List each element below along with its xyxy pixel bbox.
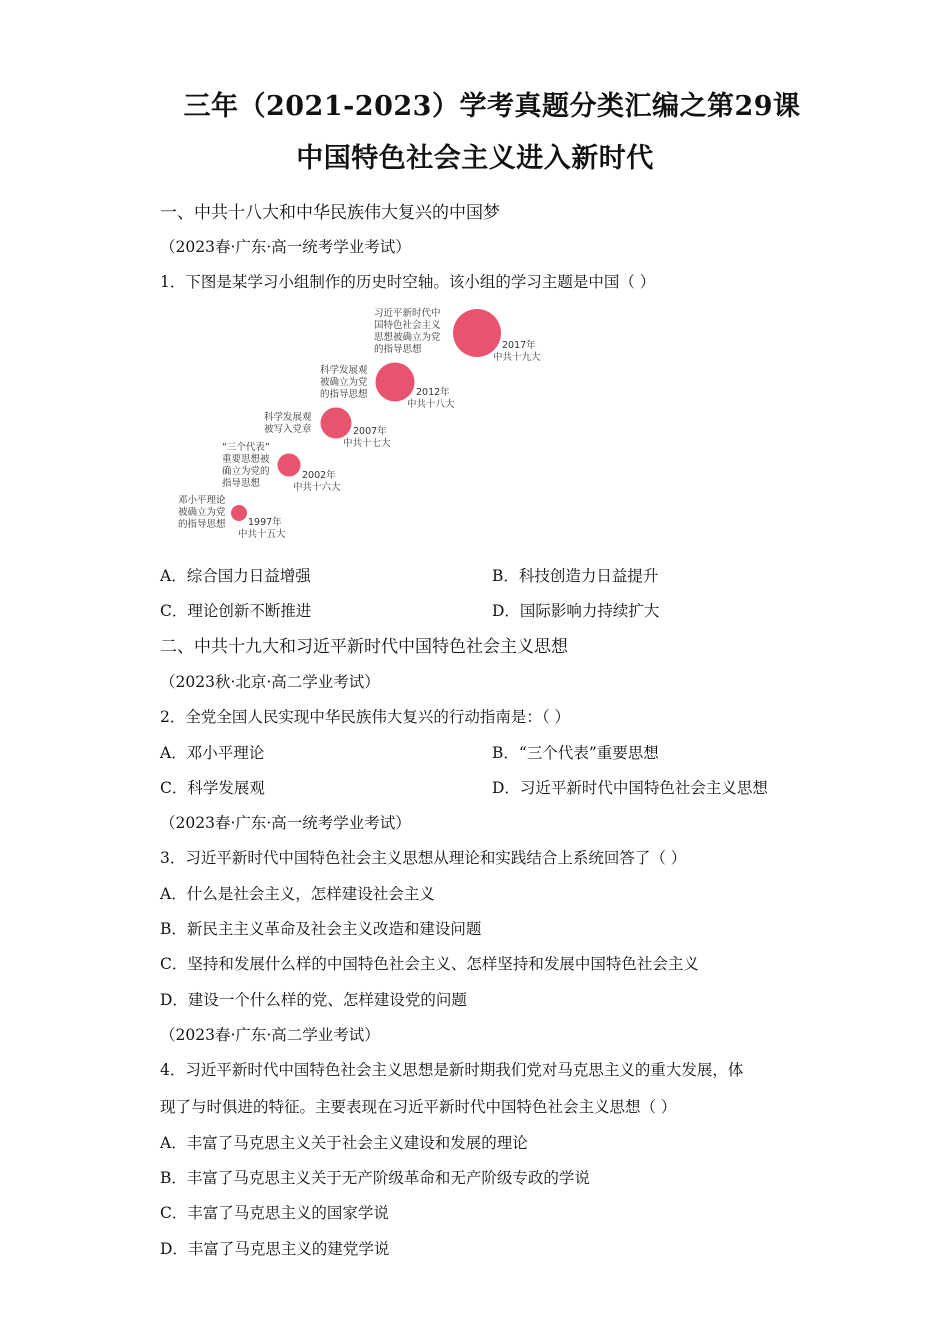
timeline-circle-2007 xyxy=(321,408,352,439)
timeline-desc-line: 被确立为党 xyxy=(178,507,226,518)
question-2-option-c[interactable]: C．科学发展观 xyxy=(160,779,265,797)
timeline-congress: 中共十五大 xyxy=(238,529,286,540)
timeline-event-2007 xyxy=(264,408,391,450)
timeline-desc-line: 邓小平理论 xyxy=(178,495,226,506)
question-4-source: （2023春·广东·高二学业考试） xyxy=(160,1026,380,1044)
question-1-option-b[interactable]: B．科技创造力日益提升 xyxy=(492,567,659,585)
timeline-desc-line: 的指导思想 xyxy=(374,344,422,355)
section-heading-2: 二、中共十九大和习近平新时代中国特色社会主义思想 xyxy=(160,637,568,657)
question-1-option-a[interactable]: A．综合国力日益增强 xyxy=(160,567,311,585)
timeline-congress: 中共十六大 xyxy=(293,482,341,493)
timeline-desc-line: 确立为党的 xyxy=(222,466,270,477)
document-title-line2: 中国特色社会主义进入新时代 xyxy=(296,143,654,174)
question-3-option-c[interactable]: C．坚持和发展什么样的中国特色社会主义、怎样坚持和发展中国特色社会主义 xyxy=(160,955,699,973)
timeline-circle-1997 xyxy=(231,505,247,521)
timeline-circle-2012 xyxy=(376,363,415,402)
question-1-option-c[interactable]: C．理论创新不断推进 xyxy=(160,602,312,620)
question-1-option-d[interactable]: D．国际影响力持续扩大 xyxy=(492,602,660,620)
history-timeline-figure xyxy=(160,300,580,550)
question-3-source: （2023春·广东·高一统考学业考试） xyxy=(160,814,411,832)
timeline-desc-line: 被确立为党 xyxy=(320,377,368,388)
question-1-stem: 1．下图是某学习小组制作的历史时空轴。该小组的学习主题是中国（ ） xyxy=(160,273,656,291)
timeline-circle-2017 xyxy=(453,309,501,357)
question-1-source: （2023春·广东·高一统考学业考试） xyxy=(160,238,411,256)
question-4-stem-line1: 4．习近平新时代中国特色社会主义思想是新时期我们党对马克思主义的重大发展，体 xyxy=(160,1061,744,1079)
document-title-line1: 三年（2021-2023）学考真题分类汇编之第29课 xyxy=(183,91,801,122)
question-2-option-a[interactable]: A．邓小平理论 xyxy=(160,744,265,762)
timeline-desc-line: 国特色社会主义 xyxy=(374,320,441,331)
timeline-event-2002 xyxy=(222,441,341,493)
question-4-stem-line2: 现了与时俱进的特征。主要表现在习近平新时代中国特色社会主义思想（ ） xyxy=(160,1098,677,1116)
timeline-desc-line: 指导思想 xyxy=(222,478,261,489)
timeline-year: 1997年 xyxy=(248,517,282,528)
timeline-event-1997 xyxy=(178,494,286,540)
timeline-desc-line: 科学发展观 xyxy=(320,365,368,376)
question-2-option-b[interactable]: B．“三个代表”重要思想 xyxy=(492,744,659,762)
timeline-desc-line: 重要思想被 xyxy=(222,454,270,465)
question-3-stem: 3．习近平新时代中国特色社会主义思想从理论和实践结合上系统回答了（ ） xyxy=(160,849,687,867)
question-4-option-c[interactable]: C．丰富了马克思主义的国家学说 xyxy=(160,1204,389,1222)
question-4-option-a[interactable]: A．丰富了马克思主义关于社会主义建设和发展的理论 xyxy=(160,1134,528,1152)
timeline-desc-line: 的指导思想 xyxy=(178,519,226,530)
timeline-desc-line: 思想被确立为党 xyxy=(374,332,441,343)
question-4-option-d[interactable]: D．丰富了马克思主义的建党学说 xyxy=(160,1240,390,1258)
question-2-stem: 2．全党全国人民实现中华民族伟大复兴的行动指南是：（ ） xyxy=(160,708,571,726)
timeline-circle-2002 xyxy=(278,454,301,477)
timeline-desc-line: 的指导思想 xyxy=(320,389,368,400)
timeline-event-2017 xyxy=(374,307,541,363)
timeline-desc-line: 科学发展观 xyxy=(264,412,312,423)
question-4-option-b[interactable]: B．丰富了马克思主义关于无产阶级革命和无产阶级专政的学说 xyxy=(160,1169,590,1187)
timeline-event-2012 xyxy=(320,363,455,411)
timeline-congress: 中共十八大 xyxy=(407,399,455,410)
section-heading-1: 一、中共十八大和中华民族伟大复兴的中国梦 xyxy=(160,203,500,223)
timeline-congress: 中共十七大 xyxy=(343,438,391,449)
question-3-option-b[interactable]: B．新民主主义革命及社会主义改造和建设问题 xyxy=(160,920,482,938)
question-3-option-a[interactable]: A．什么是社会主义，怎样建设社会主义 xyxy=(160,885,435,903)
timeline-year: 2007年 xyxy=(353,426,387,437)
timeline-desc-line: 习近平新时代中 xyxy=(374,308,441,319)
timeline-year: 2017年 xyxy=(502,340,536,351)
question-2-source: （2023秋·北京·高二学业考试） xyxy=(160,673,380,691)
timeline-desc-line: 被写入党章 xyxy=(264,424,312,435)
timeline-congress: 中共十九大 xyxy=(493,352,541,363)
timeline-year: 2012年 xyxy=(416,387,450,398)
timeline-desc-line: “三个代表” xyxy=(222,442,270,453)
timeline-year: 2002年 xyxy=(302,470,336,481)
question-2-option-d[interactable]: D．习近平新时代中国特色社会主义思想 xyxy=(492,779,768,797)
question-3-option-d[interactable]: D．建设一个什么样的党、怎样建设党的问题 xyxy=(160,991,467,1009)
